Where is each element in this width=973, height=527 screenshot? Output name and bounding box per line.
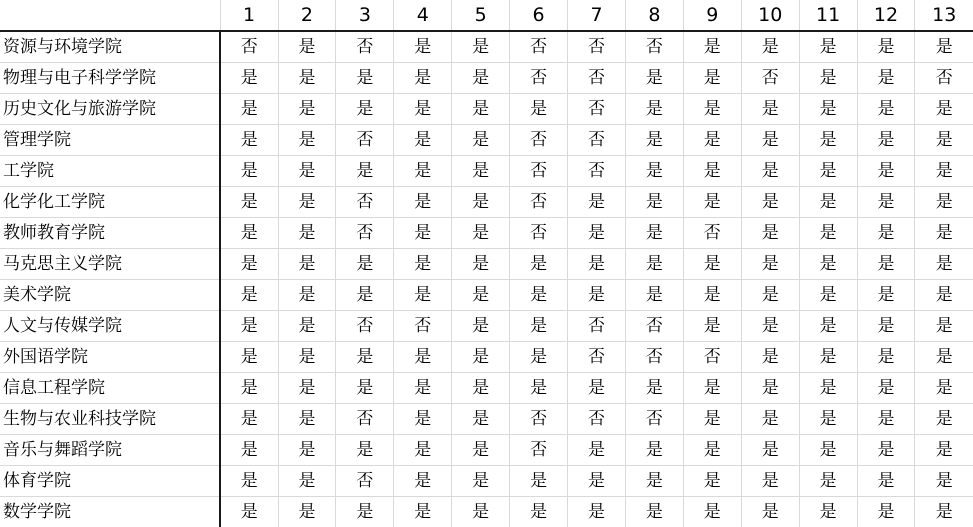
cell-value: 是 xyxy=(336,156,394,187)
cell-value: 是 xyxy=(278,342,336,373)
cell-value: 是 xyxy=(336,63,394,94)
cell-value: 是 xyxy=(220,156,278,187)
cell-value: 是 xyxy=(452,435,510,466)
cell-value: 是 xyxy=(741,249,799,280)
cell-value: 是 xyxy=(394,373,452,404)
cell-value: 是 xyxy=(741,404,799,435)
cell-value: 是 xyxy=(568,435,626,466)
cell-value: 否 xyxy=(336,31,394,63)
row-label: 物理与电子科学学院 xyxy=(0,63,220,94)
cell-value: 是 xyxy=(568,218,626,249)
cell-value: 是 xyxy=(220,249,278,280)
cell-value: 是 xyxy=(683,280,741,311)
cell-value: 否 xyxy=(510,31,568,63)
cell-value: 是 xyxy=(510,497,568,527)
cell-value: 是 xyxy=(915,280,973,311)
cell-value: 否 xyxy=(220,31,278,63)
cell-value: 是 xyxy=(683,373,741,404)
cell-value: 是 xyxy=(683,404,741,435)
cell-value: 是 xyxy=(857,311,915,342)
row-label: 数学学院 xyxy=(0,497,220,527)
cell-value: 是 xyxy=(625,94,683,125)
cell-value: 是 xyxy=(741,156,799,187)
cell-value: 否 xyxy=(625,404,683,435)
cell-value: 是 xyxy=(452,249,510,280)
cell-value: 是 xyxy=(510,94,568,125)
table-row xyxy=(0,311,973,342)
cell-value: 是 xyxy=(394,404,452,435)
table-row xyxy=(0,31,973,63)
row-label: 化学化工学院 xyxy=(0,187,220,218)
cell-value: 是 xyxy=(857,466,915,497)
cell-value: 是 xyxy=(452,342,510,373)
cell-value: 是 xyxy=(336,280,394,311)
column-header-11: 11 xyxy=(799,0,857,31)
cell-value: 是 xyxy=(741,342,799,373)
cell-value: 是 xyxy=(915,435,973,466)
cell-value: 是 xyxy=(452,187,510,218)
cell-value: 是 xyxy=(857,218,915,249)
cell-value: 是 xyxy=(220,497,278,527)
row-label: 资源与环境学院 xyxy=(0,31,220,63)
cell-value: 是 xyxy=(683,435,741,466)
cell-value: 否 xyxy=(915,63,973,94)
cell-value: 是 xyxy=(278,280,336,311)
cell-value: 是 xyxy=(510,280,568,311)
cell-value: 否 xyxy=(510,156,568,187)
cell-value: 是 xyxy=(799,63,857,94)
cell-value: 否 xyxy=(568,31,626,63)
cell-value: 是 xyxy=(220,342,278,373)
cell-value: 是 xyxy=(857,280,915,311)
cell-value: 是 xyxy=(915,249,973,280)
cell-value: 是 xyxy=(799,187,857,218)
cell-value: 是 xyxy=(857,63,915,94)
row-label: 美术学院 xyxy=(0,280,220,311)
cell-value: 是 xyxy=(683,466,741,497)
cell-value: 否 xyxy=(510,435,568,466)
cell-value: 是 xyxy=(799,125,857,156)
column-header-8: 8 xyxy=(625,0,683,31)
cell-value: 否 xyxy=(336,404,394,435)
cell-value: 是 xyxy=(452,218,510,249)
cell-value: 是 xyxy=(741,125,799,156)
column-header-3: 3 xyxy=(336,0,394,31)
cell-value: 是 xyxy=(915,311,973,342)
cell-value: 是 xyxy=(394,156,452,187)
row-label: 工学院 xyxy=(0,156,220,187)
cell-value: 否 xyxy=(625,31,683,63)
cell-value: 否 xyxy=(336,187,394,218)
table-row xyxy=(0,466,973,497)
column-header-12: 12 xyxy=(857,0,915,31)
table-body xyxy=(0,31,973,527)
cell-value: 是 xyxy=(220,218,278,249)
cell-value: 是 xyxy=(568,466,626,497)
cell-value: 是 xyxy=(625,466,683,497)
cell-value: 是 xyxy=(278,466,336,497)
cell-value: 是 xyxy=(741,218,799,249)
cell-value: 是 xyxy=(452,63,510,94)
cell-value: 否 xyxy=(568,94,626,125)
cell-value: 否 xyxy=(625,311,683,342)
cell-value: 是 xyxy=(394,31,452,63)
cell-value: 是 xyxy=(915,94,973,125)
cell-value: 否 xyxy=(683,218,741,249)
cell-value: 是 xyxy=(625,435,683,466)
cell-value: 是 xyxy=(915,156,973,187)
cell-value: 是 xyxy=(741,435,799,466)
column-header-2: 2 xyxy=(278,0,336,31)
cell-value: 否 xyxy=(568,156,626,187)
cell-value: 否 xyxy=(568,63,626,94)
cell-value: 是 xyxy=(510,373,568,404)
cell-value: 是 xyxy=(799,218,857,249)
cell-value: 是 xyxy=(799,435,857,466)
cell-value: 是 xyxy=(915,31,973,63)
table-row xyxy=(0,156,973,187)
cell-value: 是 xyxy=(394,435,452,466)
column-header-13: 13 xyxy=(915,0,973,31)
cell-value: 是 xyxy=(625,218,683,249)
cell-value: 是 xyxy=(278,311,336,342)
cell-value: 否 xyxy=(510,187,568,218)
cell-value: 是 xyxy=(510,466,568,497)
table-header-row xyxy=(0,0,973,31)
cell-value: 是 xyxy=(625,280,683,311)
cell-value: 是 xyxy=(278,125,336,156)
cell-value: 是 xyxy=(220,280,278,311)
cell-value: 是 xyxy=(857,249,915,280)
cell-value: 是 xyxy=(278,187,336,218)
cell-value: 是 xyxy=(741,280,799,311)
cell-value: 否 xyxy=(568,311,626,342)
cell-value: 是 xyxy=(220,125,278,156)
cell-value: 是 xyxy=(568,497,626,527)
cell-value: 是 xyxy=(799,497,857,527)
cell-value: 是 xyxy=(625,156,683,187)
cell-value: 否 xyxy=(510,63,568,94)
row-label: 生物与农业科技学院 xyxy=(0,404,220,435)
table-row xyxy=(0,280,973,311)
column-header-5: 5 xyxy=(452,0,510,31)
cell-value: 是 xyxy=(857,125,915,156)
row-label: 教师教育学院 xyxy=(0,218,220,249)
cell-value: 是 xyxy=(336,435,394,466)
table-row xyxy=(0,63,973,94)
cell-value: 是 xyxy=(278,404,336,435)
cell-value: 是 xyxy=(683,94,741,125)
cell-value: 是 xyxy=(278,156,336,187)
cell-value: 是 xyxy=(741,373,799,404)
cell-value: 是 xyxy=(510,249,568,280)
cell-value: 是 xyxy=(394,342,452,373)
cell-value: 是 xyxy=(452,125,510,156)
row-label: 马克思主义学院 xyxy=(0,249,220,280)
cell-value: 是 xyxy=(799,342,857,373)
cell-value: 是 xyxy=(220,466,278,497)
table-row xyxy=(0,125,973,156)
cell-value: 是 xyxy=(510,311,568,342)
cell-value: 是 xyxy=(452,497,510,527)
cell-value: 是 xyxy=(394,497,452,527)
cell-value: 是 xyxy=(625,497,683,527)
cell-value: 是 xyxy=(336,249,394,280)
cell-value: 否 xyxy=(568,404,626,435)
cell-value: 是 xyxy=(452,156,510,187)
row-label: 管理学院 xyxy=(0,125,220,156)
cell-value: 是 xyxy=(741,31,799,63)
row-label: 信息工程学院 xyxy=(0,373,220,404)
column-header-10: 10 xyxy=(741,0,799,31)
cell-value: 是 xyxy=(741,466,799,497)
cell-value: 是 xyxy=(220,94,278,125)
table-row xyxy=(0,187,973,218)
cell-value: 是 xyxy=(857,435,915,466)
cell-value: 是 xyxy=(915,187,973,218)
table-row xyxy=(0,435,973,466)
cell-value: 是 xyxy=(278,249,336,280)
table-row xyxy=(0,342,973,373)
table-row xyxy=(0,218,973,249)
cell-value: 是 xyxy=(915,218,973,249)
cell-value: 是 xyxy=(741,94,799,125)
cell-value: 否 xyxy=(568,342,626,373)
table-row xyxy=(0,373,973,404)
cell-value: 是 xyxy=(799,94,857,125)
cell-value: 是 xyxy=(741,311,799,342)
cell-value: 是 xyxy=(394,466,452,497)
cell-value: 是 xyxy=(857,156,915,187)
cell-value: 是 xyxy=(220,435,278,466)
cell-value: 是 xyxy=(220,187,278,218)
table-row xyxy=(0,94,973,125)
cell-value: 是 xyxy=(278,94,336,125)
cell-value: 是 xyxy=(857,94,915,125)
cell-value: 是 xyxy=(915,497,973,527)
cell-value: 是 xyxy=(683,187,741,218)
cell-value: 是 xyxy=(915,342,973,373)
cell-value: 是 xyxy=(568,187,626,218)
cell-value: 是 xyxy=(278,63,336,94)
cell-value: 否 xyxy=(336,125,394,156)
cell-value: 是 xyxy=(452,31,510,63)
table-row xyxy=(0,497,973,527)
cell-value: 是 xyxy=(336,373,394,404)
cell-value: 是 xyxy=(683,63,741,94)
cell-value: 是 xyxy=(799,249,857,280)
cell-value: 是 xyxy=(394,187,452,218)
row-label: 体育学院 xyxy=(0,466,220,497)
cell-value: 是 xyxy=(857,187,915,218)
cell-value: 是 xyxy=(857,373,915,404)
cell-value: 是 xyxy=(452,373,510,404)
cell-value: 是 xyxy=(220,63,278,94)
cell-value: 是 xyxy=(741,497,799,527)
column-header-9: 9 xyxy=(683,0,741,31)
table-row xyxy=(0,249,973,280)
cell-value: 是 xyxy=(394,218,452,249)
cell-value: 是 xyxy=(394,280,452,311)
row-label: 音乐与舞蹈学院 xyxy=(0,435,220,466)
cell-value: 是 xyxy=(394,249,452,280)
cell-value: 是 xyxy=(625,125,683,156)
cell-value: 否 xyxy=(568,125,626,156)
cell-value: 是 xyxy=(278,218,336,249)
cell-value: 是 xyxy=(683,249,741,280)
cell-value: 是 xyxy=(683,31,741,63)
cell-value: 是 xyxy=(452,311,510,342)
cell-value: 是 xyxy=(857,342,915,373)
cell-value: 是 xyxy=(799,156,857,187)
cell-value: 是 xyxy=(452,404,510,435)
cell-value: 是 xyxy=(857,31,915,63)
cell-value: 是 xyxy=(625,63,683,94)
cell-value: 否 xyxy=(741,63,799,94)
cell-value: 是 xyxy=(857,497,915,527)
cell-value: 否 xyxy=(336,466,394,497)
cell-value: 是 xyxy=(799,373,857,404)
cell-value: 是 xyxy=(452,94,510,125)
cell-value: 是 xyxy=(278,435,336,466)
cell-value: 是 xyxy=(683,311,741,342)
cell-value: 是 xyxy=(278,373,336,404)
cell-value: 是 xyxy=(741,187,799,218)
cell-value: 是 xyxy=(799,280,857,311)
cell-value: 是 xyxy=(568,373,626,404)
row-label: 外国语学院 xyxy=(0,342,220,373)
cell-value: 是 xyxy=(625,249,683,280)
cell-value: 是 xyxy=(857,404,915,435)
cell-value: 是 xyxy=(568,280,626,311)
cell-value: 否 xyxy=(625,342,683,373)
cell-value: 是 xyxy=(799,404,857,435)
cell-value: 是 xyxy=(336,497,394,527)
column-header-6: 6 xyxy=(510,0,568,31)
cell-value: 是 xyxy=(915,466,973,497)
cell-value: 是 xyxy=(452,280,510,311)
cell-value: 否 xyxy=(336,218,394,249)
cell-value: 否 xyxy=(510,218,568,249)
cell-value: 是 xyxy=(452,466,510,497)
cell-value: 是 xyxy=(394,125,452,156)
cell-value: 否 xyxy=(510,125,568,156)
cell-value: 是 xyxy=(915,373,973,404)
row-label: 人文与传媒学院 xyxy=(0,311,220,342)
cell-value: 是 xyxy=(220,404,278,435)
cell-value: 是 xyxy=(220,311,278,342)
cell-value: 是 xyxy=(799,466,857,497)
column-header-4: 4 xyxy=(394,0,452,31)
cell-value: 是 xyxy=(394,94,452,125)
cell-value: 是 xyxy=(915,125,973,156)
table-corner-cell xyxy=(0,0,220,31)
cell-value: 是 xyxy=(799,311,857,342)
row-label: 历史文化与旅游学院 xyxy=(0,94,220,125)
cell-value: 是 xyxy=(683,125,741,156)
cell-value: 否 xyxy=(510,404,568,435)
column-header-7: 7 xyxy=(568,0,626,31)
cell-value: 是 xyxy=(278,31,336,63)
cell-value: 是 xyxy=(394,63,452,94)
cell-value: 是 xyxy=(220,373,278,404)
cell-value: 是 xyxy=(510,342,568,373)
cell-value: 是 xyxy=(625,187,683,218)
cell-value: 是 xyxy=(336,94,394,125)
cell-value: 是 xyxy=(336,342,394,373)
cell-value: 否 xyxy=(683,342,741,373)
cell-value: 是 xyxy=(683,156,741,187)
cell-value: 否 xyxy=(394,311,452,342)
cell-value: 是 xyxy=(683,497,741,527)
column-header-1: 1 xyxy=(220,0,278,31)
table-row xyxy=(0,404,973,435)
cell-value: 是 xyxy=(278,497,336,527)
cell-value: 否 xyxy=(336,311,394,342)
cell-value: 是 xyxy=(625,373,683,404)
cell-value: 是 xyxy=(915,404,973,435)
cell-value: 是 xyxy=(568,249,626,280)
cell-value: 是 xyxy=(799,31,857,63)
